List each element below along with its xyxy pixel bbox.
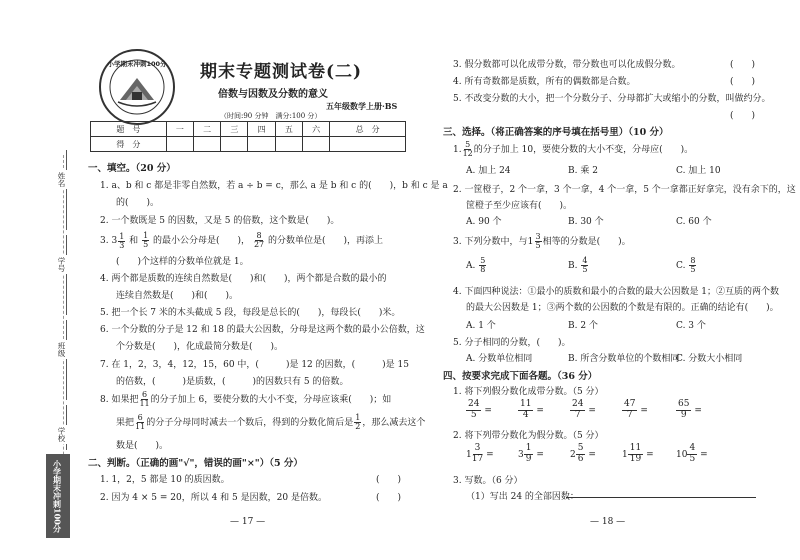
choice-5-option-c[interactable]: C. 分数大小相同 (676, 354, 743, 364)
page-number-18: — 18 — (590, 517, 626, 527)
exam-subtitle: 倍数与因数及分数的意义 (218, 89, 328, 100)
question-8-cont: 果把 $\frac{6}{11}$ 的分子分母同时减去一个数后，得到的分数化简后是 $\frac{1}{2}$ ，那么减去这个 (116, 413, 426, 431)
section-fill-blank: 一、填空。（20 分） (88, 163, 176, 174)
question-6: 6. 一个分数的分子是 12 和 18 的最大公因数，分母是这两个数的最小公倍数，这 (100, 325, 425, 335)
student-id-label: 学号 (57, 257, 66, 272)
judge-1: 1. 1，2，5 都是 10 的质因数。 (100, 475, 230, 485)
judge-4-answer[interactable]: ( ) (730, 77, 756, 87)
choice-2-option-a[interactable]: A. 90 个 (466, 217, 502, 227)
choice-5-option-a[interactable]: A. 分数单位相同 (466, 354, 533, 364)
score-header-cell: 三 (221, 122, 248, 137)
score-cell[interactable] (221, 137, 248, 152)
judge-3-answer[interactable]: ( ) (730, 60, 756, 70)
choice-3-option-c[interactable]: C. $\frac{8}{5}$ (676, 256, 696, 274)
question-3: 3. 3 $\frac{1}{3}$ 和 $\frac{1}{5}$ 的最小公分母是( )， $\frac{8}{27}$ 的分数单位是( )，再添上 (100, 231, 384, 250)
series-logo (98, 48, 176, 126)
series-tab: 小学期末冲刺100分 (46, 454, 70, 538)
score-header-cell: 四 (248, 122, 275, 137)
judge-3: 3. 假分数都可以化成带分数，带分数也可以化成假分数。 (453, 60, 681, 70)
task-3: 3. 写数。（6 分） (453, 476, 523, 486)
question-6-cont: 个分数是( )，化成最简分数是( )。 (116, 342, 284, 352)
score-header-cell: 二 (193, 122, 220, 137)
score-cell[interactable] (248, 137, 275, 152)
class-label: 班级 (57, 342, 66, 357)
choice-2: 2. 一筐橙子，2 个一拿，3 个一拿，4 个一拿，5 个一拿都正好拿完，没有余下的，这 (453, 185, 796, 195)
choice-4-option-a[interactable]: A. 1 个 (466, 321, 496, 331)
judge-4: 4. 所有奇数都是质数，所有的偶数都是合数。 (453, 77, 636, 87)
time-info: （时间:90 分钟 满分:100 分） (220, 112, 322, 120)
task-1: 1. 将下列假分数化成带分数。（5 分） (453, 387, 604, 397)
choice-2-option-c[interactable]: C. 60 个 (676, 217, 712, 227)
choice-3: 3. 下列分数中，与 1 $\frac{3}{5}$ 相等的分数是( )。 (453, 232, 631, 250)
judge-5-answer[interactable]: ( ) (730, 111, 756, 121)
section-compute: 四、按要求完成下面各题。（36 分） (443, 371, 598, 382)
choice-1-option-a[interactable]: A. 加上 24 (466, 166, 511, 176)
section-judge: 二、判断。（正确的画"√"，错误的画"×"）（5 分） (88, 458, 303, 469)
improper-fraction-5[interactable]: $\frac{65}{9}$ = (678, 399, 702, 420)
question-7: 7. 在 1，2，3，4，12，15，60 中，( )是 12 的因数，( )是 15 (100, 360, 409, 370)
score-header-cell: 总 分 (330, 122, 406, 137)
question-1-cont: 的( )。 (116, 198, 160, 208)
choice-3-option-a[interactable]: A. $\frac{5}{8}$ (466, 256, 486, 274)
judge-5: 5. 不改变分数的大小，把一个分数分子、分母都扩大或缩小的分数，叫做约分。 (453, 94, 771, 104)
mixed-number-2[interactable]: 3 $\frac{1}{9}$ = (518, 443, 544, 464)
score-cell[interactable] (275, 137, 302, 152)
choice-1: 1. $\frac{5}{12}$ 的分子加上 10，要使分数的大小不变，分母应( )。 (453, 140, 694, 158)
score-cell[interactable] (302, 137, 329, 152)
improper-fraction-4[interactable]: $\frac{47}{7}$ = (624, 399, 648, 420)
logo-text: 小学期末冲刺100分 (107, 60, 167, 68)
score-header-cell: 六 (302, 122, 329, 137)
judge-2: 2. 因为 4 × 5 = 20，所以 4 和 5 是因数，20 是倍数。 (100, 493, 327, 503)
binding-sidebar (0, 0, 72, 560)
question-4-cont: 连续自然数是( )和( )。 (116, 291, 239, 301)
mixed-number-5[interactable]: 10 $\frac{4}{5}$ = (676, 443, 708, 464)
mixed-number-3[interactable]: 2 $\frac{5}{6}$ = (570, 443, 596, 464)
question-3-cont: ( )个这样的分数单位就是 1。 (116, 257, 249, 267)
judge-2-answer[interactable]: ( ) (376, 493, 402, 503)
choice-5: 5. 分子相同的分数，( )。 (453, 338, 571, 348)
choice-2-cont: 筐橙子至少应该有( )。 (466, 201, 573, 211)
score-table (90, 121, 406, 152)
section-choice: 三、选择。（将正确答案的序号填在括号里）（10 分） (443, 127, 669, 138)
judge-1-answer[interactable]: ( ) (376, 475, 402, 485)
mixed-number-4[interactable]: 1 $\frac{11}{19}$ = (622, 443, 654, 464)
choice-1-option-c[interactable]: C. 加上 10 (676, 166, 721, 176)
page-number-17: — 17 — (230, 517, 266, 527)
question-5: 5. 把一个长 7 米的木头截成 5 段，每段是总长的( )，每段长( )米。 (100, 308, 401, 318)
choice-4-option-c[interactable]: C. 3 个 (676, 321, 706, 331)
school-label: 学校 (57, 427, 66, 442)
score-header-cell: 五 (275, 122, 302, 137)
grade-label: 五年级数学上册·BS (326, 101, 398, 111)
choice-2-option-b[interactable]: B. 30 个 (568, 217, 604, 227)
score-header-cell: 一 (166, 122, 193, 137)
name-label: 姓名 (57, 172, 66, 187)
question-1: 1. a、b 和 c 都是非零自然数，若 a ÷ b = c，那么 a 是 b 和 c 的( )，b 和 c 是 a (100, 181, 448, 191)
choice-3-option-b[interactable]: B. $\frac{4}{5}$ (568, 256, 588, 274)
choice-1-option-b[interactable]: B. 乘 2 (568, 166, 598, 176)
mixed-number-1[interactable]: 1 $\frac{3}{17}$ = (466, 443, 494, 464)
choice-4-cont: 的最大公因数是 1；③两个数的公因数的个数是有限的。正确的结论有( )。 (466, 303, 779, 313)
question-2: 2. 一个数既是 5 的因数，又是 5 的倍数，这个数是( )。 (100, 216, 340, 226)
exam-title: 期末专题测试卷(二) (200, 62, 363, 82)
class-line (66, 320, 67, 400)
choice-4: 4. 下面四种说法：①最小的质数和最小的合数的最大公因数是 1；②互质的两个数 (453, 287, 780, 297)
score-header-cell: 题 号 (91, 122, 167, 137)
choice-4-option-b[interactable]: B. 2 个 (568, 321, 598, 331)
question-7-cont: 的倍数，( )是质数，( )的因数只有 5 的倍数。 (116, 377, 349, 387)
score-row-label: 得 分 (91, 137, 167, 152)
question-8: 8. 如果把 $\frac{6}{11}$ 的分子加上 6，要使分数的大小不变，分母应该乘( )；如 (100, 390, 392, 408)
score-cell[interactable] (193, 137, 220, 152)
name-line (66, 150, 67, 230)
choice-5-option-b[interactable]: B. 所含分数单位的个数相同 (568, 354, 680, 364)
improper-fraction-2[interactable]: $\frac{11}{4}$ = (520, 399, 544, 420)
score-cell[interactable] (166, 137, 193, 152)
question-8-end: 数是( )。 (116, 441, 169, 451)
id-line (66, 235, 67, 315)
task-2: 2. 将下列带分数化为假分数。（5 分） (453, 431, 604, 441)
task-3-1-answer-line[interactable] (566, 497, 756, 498)
improper-fraction-1[interactable]: $\frac{24}{5}$ = (468, 399, 492, 420)
question-4: 4. 两个都是质数的连续自然数是( )和( )，两个都是合数的最小的 (100, 274, 387, 284)
improper-fraction-3[interactable]: $\frac{24}{7}$ = (572, 399, 596, 420)
task-3-1: （1）写出 24 的全部因数： (466, 492, 579, 502)
score-cell[interactable] (330, 137, 406, 152)
